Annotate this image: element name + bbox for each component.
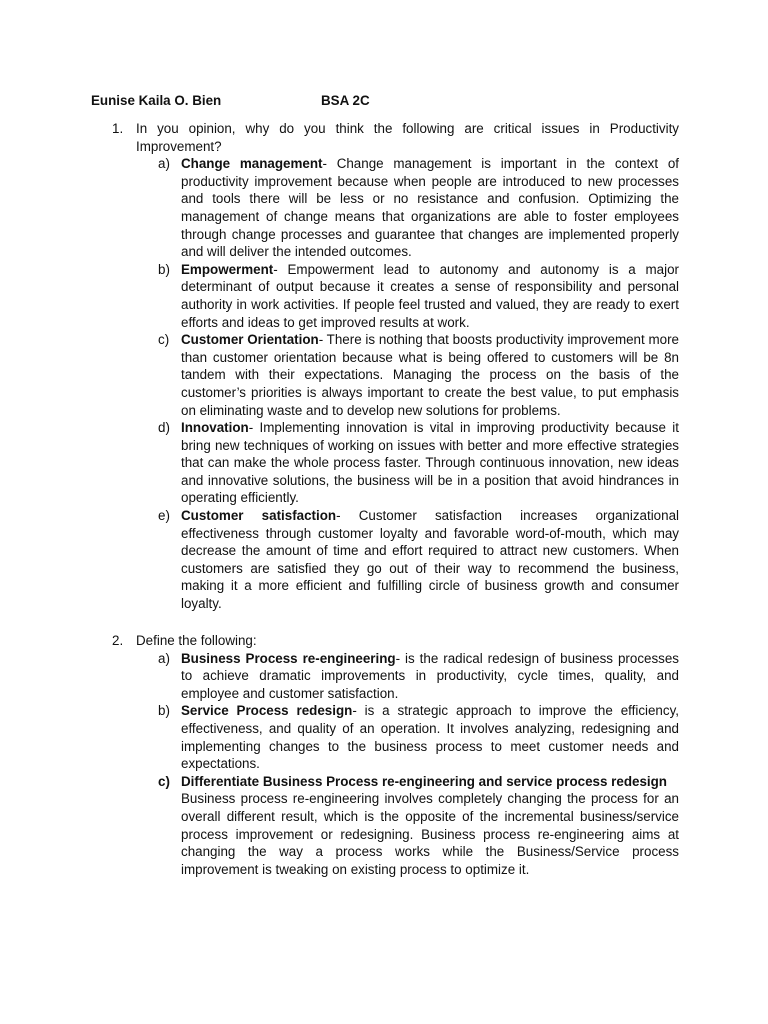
item-body: - There is nothing that boosts productivity improvement more than customer orientation because what is being offered to customers will be 8n tandem with their expectations. Managing the process on the basis of the customer’s priorities is always important to create the best value, to put emphasis on eliminating waste and to develop new solutions for problems. bbox=[181, 332, 679, 418]
item-letter: e) bbox=[158, 508, 170, 524]
item-term: Business Process re-engineering bbox=[181, 650, 396, 666]
item-body: - Change management is important in the context of productivity improvement because when people are introduced to new processes and tools there will be less or no resistance and confusion. Optimizing the management of change means that organizations are able to foster employees through change processes and guarantee that changes are implemented properly and will deliver the intended outcomes. bbox=[181, 156, 679, 260]
item-letter: a) bbox=[158, 156, 170, 172]
answer-list bbox=[112, 155, 679, 612]
item-body: - is the radical redesign of business processes to achieve dramatic improvements in productivity, cycle times, quality, and employee and customer satisfaction. bbox=[181, 650, 679, 701]
list-item bbox=[112, 650, 679, 703]
item-letter: a) bbox=[158, 650, 170, 666]
item-term: Customer Orientation bbox=[181, 332, 319, 348]
document-header bbox=[91, 92, 370, 110]
student-name: Eunise Kaila O. Bien bbox=[91, 93, 222, 108]
item-letter: b) bbox=[158, 261, 170, 277]
item-term: Customer satisfaction bbox=[181, 508, 337, 524]
item-body: - Empowerment lead to autonomy and autonomy is a major determinant of output because it creates a sense of responsibility and personal authority in work activities. If people feel trusted and valued, they are ready to exert efforts and ideas to get improved results at work. bbox=[181, 261, 679, 330]
question-text: In you opinion, why do you think the following are critical issues in Productivity Improvement? bbox=[136, 121, 679, 154]
list-item bbox=[112, 419, 679, 507]
item-term: Innovation bbox=[181, 420, 249, 436]
question-1 bbox=[112, 120, 679, 613]
item-letter: d) bbox=[158, 420, 170, 436]
question-2 bbox=[112, 632, 679, 878]
item-body: Business process re-engineering involves completely changing the process for an overall different result, which is the opposite of the incremental business/service process improvement or redesigning. Business process re-engineering aims at changing the way a process works while the Business/Service process improvement is tweaking on existing process to optimize it. bbox=[181, 791, 679, 877]
answer-list bbox=[112, 650, 679, 879]
item-body: - Implementing innovation is vital in improving productivity because it bring new techniques of working on issues with better and more effective strategies that can make the whole process faster. Through continuous innovation, new ideas and innovative solutions, the business will be in a position that avoid hindrances in operating efficiently. bbox=[181, 420, 679, 506]
item-term: Differentiate Business Process re-engineering and service process redesign bbox=[181, 773, 667, 789]
item-letter: c) bbox=[158, 332, 170, 348]
list-item bbox=[112, 261, 679, 331]
item-body: - is a strategic approach to improve the efficiency, effectiveness, and quality of an operation. It involves analyzing, redesigning and implementing changes to the business process to meet customer needs and expectations. bbox=[181, 703, 679, 772]
item-term: Service Process redesign bbox=[181, 703, 353, 719]
question-text: Define the following: bbox=[136, 633, 257, 648]
item-term: Empowerment bbox=[181, 261, 274, 277]
list-item bbox=[112, 331, 679, 419]
item-body: - Customer satisfaction increases organizational effectiveness through customer loyalty and favorable word-of-mouth, which may decrease the amount of time and effort required to attract new customers. When customers are satisfied they go out of their way to recommend the business, making it a more efficient and fulfilling circle of business growth and consumer loyalty. bbox=[181, 508, 679, 612]
list-item bbox=[112, 773, 679, 879]
list-item bbox=[112, 702, 679, 772]
item-letter: b) bbox=[158, 703, 170, 719]
list-item bbox=[112, 155, 679, 261]
item-letter: c) bbox=[158, 773, 170, 789]
item-term: Change management bbox=[181, 156, 323, 172]
class-section: BSA 2C bbox=[321, 93, 370, 108]
question-number: 2. bbox=[112, 633, 124, 648]
question-number: 1. bbox=[112, 121, 124, 136]
list-item bbox=[112, 507, 679, 613]
